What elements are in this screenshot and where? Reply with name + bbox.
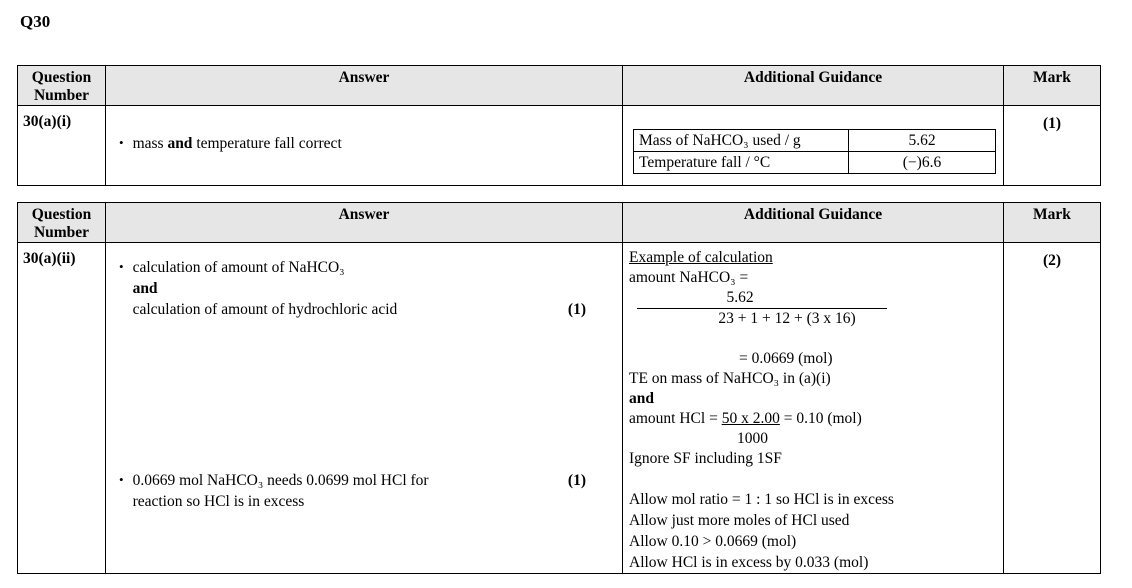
question-number-cell: 30(a)(ii) <box>18 243 106 574</box>
measurement-value: (−)6.6 <box>849 152 996 174</box>
allow-line: Allow just more moles of HCl used <box>629 512 850 529</box>
marking-point-value: (1) <box>567 301 586 318</box>
guidance-cell <box>623 106 1004 186</box>
header-row <box>18 203 1101 243</box>
header-question-number: Question Number <box>18 203 106 243</box>
bullet-icon: • <box>119 472 124 487</box>
answer-text-bold: and <box>167 135 193 152</box>
measurement-label: Mass of NaHCO₃ used / g <box>634 130 849 152</box>
table-row <box>18 106 1101 186</box>
answer-text-pre: mass <box>132 135 168 152</box>
example-heading: Example of calculation <box>629 249 773 266</box>
ignore-line: Ignore SF including 1SF <box>629 450 782 467</box>
mark-scheme-table-30ai <box>17 65 1101 186</box>
calculation-result: = 0.0669 (mol) <box>739 350 833 367</box>
header-answer: Answer <box>106 66 623 106</box>
answer-bullet-point-2 <box>106 470 622 512</box>
answer-text <box>133 470 586 512</box>
fraction <box>637 288 887 329</box>
measurement-value: 5.62 <box>849 130 996 152</box>
bullet-icon: • <box>119 259 124 274</box>
guidance-cell <box>623 243 1004 574</box>
answer-content <box>106 243 622 510</box>
answer-bullet-point-1 <box>106 243 622 320</box>
hcl-fraction-denominator: 1000 <box>737 430 768 447</box>
mark-value: (1) <box>1004 106 1101 186</box>
table-row <box>634 130 996 152</box>
header-question-number: Question Number <box>18 66 106 106</box>
te-line: TE on mass of NaHCO₃ in (a)(i) <box>629 370 831 387</box>
answer-text <box>133 133 586 154</box>
fraction-numerator: 5.62 <box>637 288 887 309</box>
answer-line: calculation of amount of NaHCO₃ <box>132 259 345 276</box>
page-title: Q30 <box>20 12 51 31</box>
hcl-fraction-numerator: 50 x 2.00 <box>721 410 780 427</box>
answer-line-with-mark <box>133 299 586 320</box>
answer-line: reaction so HCl is in excess <box>132 493 305 510</box>
allow-lines <box>629 489 997 573</box>
allow-line: Allow HCl is in excess by 0.033 (mol) <box>629 554 869 571</box>
header-mark: Mark <box>1004 203 1101 243</box>
allow-line: Allow 0.10 > 0.0669 (mol) <box>629 533 797 550</box>
question-number-cell: 30(a)(i) <box>18 106 106 186</box>
fraction-denominator: 23 + 1 + 12 + (3 x 16) <box>718 310 856 327</box>
measurement-label: Temperature fall / °C <box>634 152 849 174</box>
answer-text-post: temperature fall correct <box>192 135 342 152</box>
allow-line: Allow mol ratio = 1 : 1 so HCl is in excess <box>629 491 894 508</box>
and-connector: and <box>629 390 654 407</box>
bullet-icon: • <box>119 135 124 150</box>
answer-bullet-point <box>106 106 622 154</box>
header-row <box>18 66 1101 106</box>
answer-line: 0.0669 mol NaHCO₃ needs 0.0699 mol HCl for <box>132 472 429 489</box>
hcl-calculation-line <box>629 409 997 429</box>
table-row <box>634 152 996 174</box>
answer-line-bold: and <box>132 280 158 297</box>
table-row <box>18 243 1101 574</box>
header-additional-guidance: Additional Guidance <box>623 66 1004 106</box>
nahco3-calculation-line <box>629 268 997 329</box>
answer-line: calculation of amount of hydrochloric acid <box>132 301 398 318</box>
mark-scheme-table-30aii <box>17 202 1101 574</box>
marking-point-value: (1) <box>567 472 586 489</box>
hcl-suffix: = 0.10 (mol) <box>779 410 862 427</box>
answer-line-with-mark <box>133 470 586 491</box>
header-mark: Mark <box>1004 66 1101 106</box>
guidance-content <box>623 243 1003 573</box>
measurements-table <box>633 129 996 174</box>
header-answer: Answer <box>106 203 623 243</box>
answer-cell <box>106 106 623 186</box>
header-additional-guidance: Additional Guidance <box>623 203 1004 243</box>
answer-cell <box>106 243 623 574</box>
answer-text <box>133 257 586 320</box>
mark-value: (2) <box>1004 243 1101 574</box>
hcl-prefix: amount HCl = <box>629 410 722 427</box>
amount-label: amount NaHCO₃ = <box>629 269 749 286</box>
